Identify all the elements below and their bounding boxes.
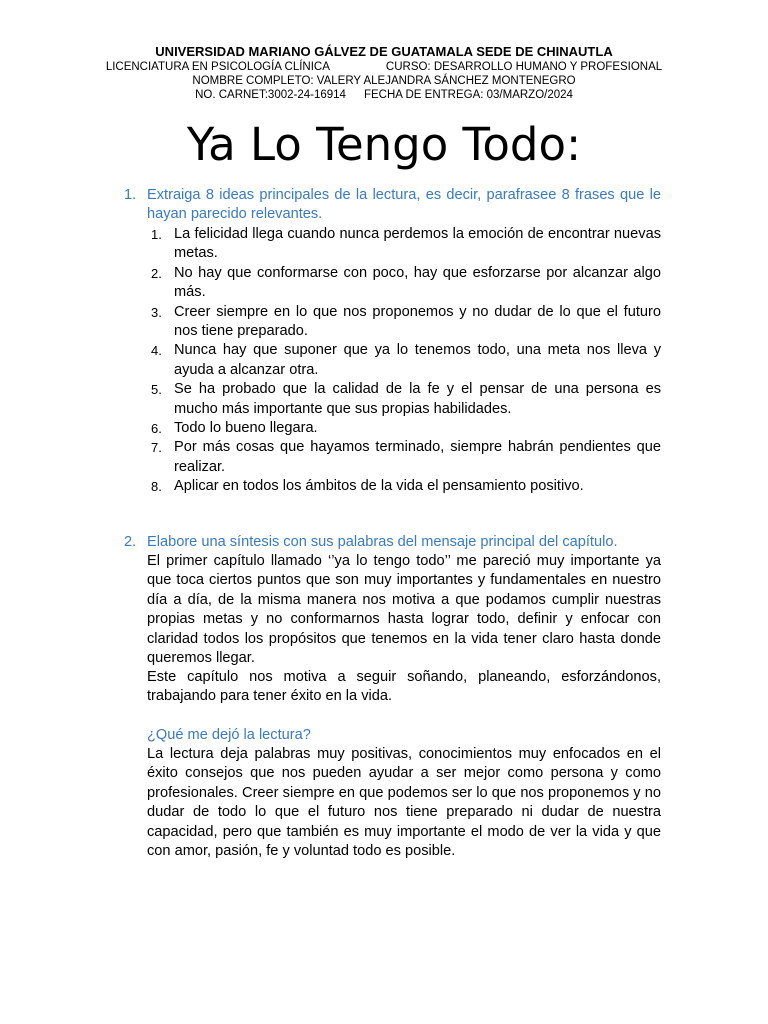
idea-number: 8. (151, 479, 162, 495)
idea-number: 6. (151, 421, 162, 437)
question-2-text: Elabore una síntesis con sus palabras del mensaje principal del capítulo. (147, 534, 618, 550)
idea-item (147, 419, 661, 438)
document-title: Ya Lo Tengo Todo: (186, 118, 582, 171)
carnet-number: NO. CARNET:3002-24-16914 (195, 89, 346, 101)
ideas-list (147, 225, 661, 497)
idea-item (147, 303, 661, 342)
idea-text: Creer siempre en lo que nos proponemos y no dudar de lo que el futuro nos tiene preparado. (174, 303, 661, 340)
idea-text: Nunca hay que suponer que ya lo tenemos todo, una meta nos lleva y ayuda a alcanzar otra. (174, 342, 661, 378)
question-2-number: 2. (124, 534, 137, 550)
idea-item (147, 225, 661, 264)
idea-text: No hay que conformarse con poco, hay que esforzarse por alcanzar algo más. (174, 264, 661, 301)
idea-item (147, 477, 661, 496)
idea-number: 7. (151, 440, 162, 456)
summary-paragraph-1: El primer capítulo llamado ‘’ya lo tengo todo’’ me pareció muy importante ya que toca ciertos puntos que son muy importantes y fundamentales en nuestro día a día, de la misma manera nos motiva a que podamos cumplir nuestras propias metas y no conformarnos hasta lograr todo, definir y enfocar con claridad todos los propósitos que tenemos en la vida tener claro hasta donde queremos llegar. (147, 553, 661, 667)
idea-text: Todo lo bueno llegara. (174, 420, 318, 437)
question-1-number: 1. (124, 187, 137, 203)
question-1-text: Extraiga 8 ideas principales de la lectura, es decir, parafrasee 8 frases que le hayan parecido relevantes. (147, 187, 661, 223)
idea-number: 5. (151, 382, 162, 398)
idea-text: La felicidad llega cuando nunca perdemos la emoción de encontrar nuevas metas. (174, 226, 661, 262)
idea-item (147, 264, 661, 303)
idea-number: 2. (151, 265, 162, 281)
idea-text: Se ha probado que la calidad de la fe y el pensar de una persona es mucho más importante que sus propias habilidades. (174, 381, 661, 417)
question-3-answer: La lectura deja palabras muy positivas, conocimientos muy enfocados en el éxito consejos que nos pueden ayudar a ser mejor como persona y como profesionales. Creer siempre en que podemos ser lo que nos proponemos y no dudar de todo lo que el futuro nos tiene preparado ni dudar de nuestra capacidad, pero que también es muy importante el modo de ver la vida y que con amor, pasión, fe y voluntad todo es posible. (147, 746, 661, 860)
idea-number: 3. (151, 304, 162, 320)
student-name: NOMBRE COMPLETO: VALERY ALEJANDRA SÁNCHEZ MONTENEGRO (192, 75, 576, 87)
header-line-carnet-date (100, 88, 668, 102)
idea-text: Aplicar en todos los ámbitos de la vida el pensamiento positivo. (174, 478, 584, 495)
idea-item (147, 438, 661, 477)
university-name: UNIVERSIDAD MARIANO GÁLVEZ DE GUATAMALA SEDE DE CHINAUTLA (155, 44, 613, 59)
question-3-heading: ¿Qué me dejó la lectura? (147, 727, 311, 743)
idea-text: Por más cosas que hayamos terminado, siempre habrán pendientes que realizar. (174, 439, 661, 475)
idea-item (147, 380, 661, 419)
header-line-degree-course (100, 60, 668, 74)
summary-paragraph-2: Este capítulo nos motiva a seguir soñando, planeando, esforzándonos, trabajando para tener éxito en la vida. (147, 669, 661, 705)
degree-label: LICENCIATURA EN PSICOLOGÍA CLÍNICA (105, 61, 330, 73)
due-date: FECHA DE ENTREGA: 03/MARZO/2024 (363, 89, 573, 101)
idea-number: 4. (151, 343, 162, 359)
course-label: CURSO: DESARROLLO HUMANO Y PROFESIONAL (385, 61, 663, 73)
idea-number: 1. (151, 227, 162, 242)
idea-item (147, 341, 661, 380)
